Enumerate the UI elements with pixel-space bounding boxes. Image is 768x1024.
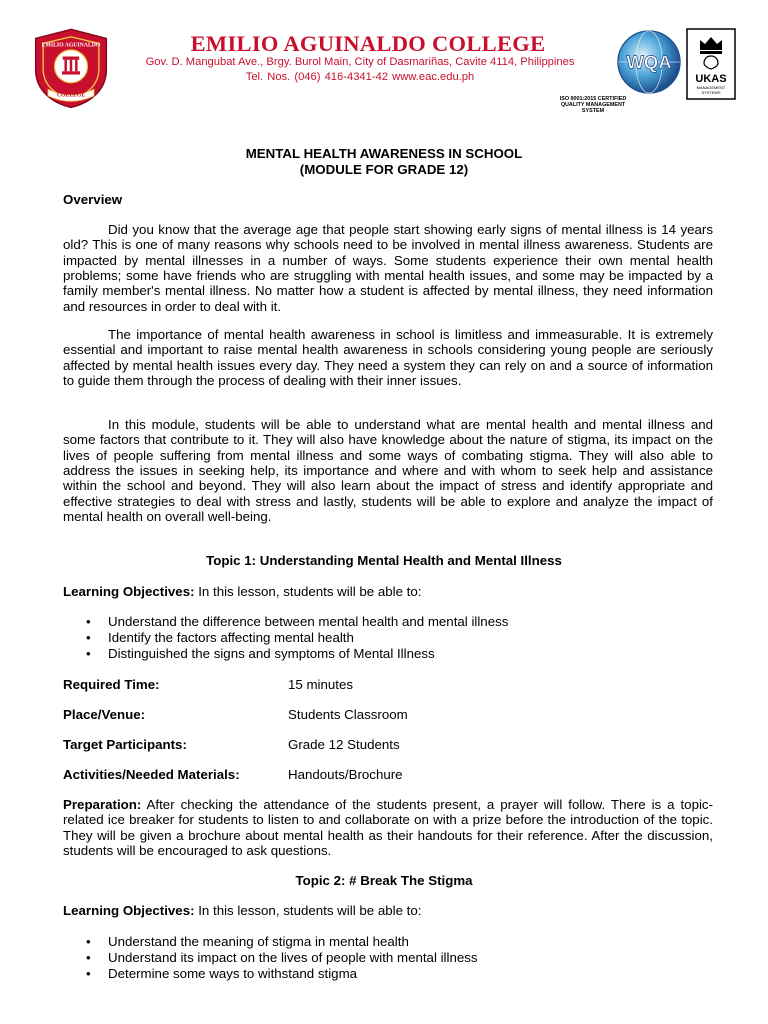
ukas-certification-logo bbox=[686, 28, 736, 100]
required-time-value: 15 minutes bbox=[288, 677, 354, 692]
document-title: MENTAL HEALTH AWARENESS IN SCHOOL bbox=[245, 146, 523, 161]
preparation-paragraph bbox=[63, 797, 713, 858]
overview-paragraph-3 bbox=[63, 417, 713, 524]
materials-value: Handouts/Brochure bbox=[288, 767, 403, 782]
iso-line: QUALITY MANAGEMENT bbox=[560, 102, 626, 108]
svg-text:SYSTEMS: SYSTEMS bbox=[701, 90, 721, 95]
svg-text:UKAS: UKAS bbox=[695, 73, 727, 85]
overview-paragraph-1 bbox=[63, 222, 713, 314]
objectives-intro: In this lesson, students will be able to: bbox=[194, 584, 422, 599]
list-item: • Understand the meaning of stigma in mental health bbox=[86, 934, 478, 950]
topic2-heading: Topic 2: # Break The Stigma bbox=[295, 873, 473, 888]
paragraph-text: The importance of mental health awareness in school is limitless and immeasurable. It is extremely essential and important to raise mental health awareness in schools considering young people are seriously affected by mental health issues every day. They need a system they can rely on and a source of information to guide them through the process of dealing with their inner issues. bbox=[63, 327, 713, 389]
wqa-certification-logo bbox=[616, 29, 682, 95]
topic2-objectives-line bbox=[63, 903, 421, 919]
overview-paragraph-2 bbox=[63, 327, 713, 388]
participants-value: Grade 12 Students bbox=[288, 737, 400, 752]
list-item: • Determine some ways to withstand stigma bbox=[86, 966, 478, 982]
participants-label: Target Participants: bbox=[63, 737, 187, 752]
topic2-objectives-list bbox=[86, 934, 478, 982]
objectives-label: Learning Objectives: bbox=[63, 903, 195, 918]
topic1-objectives-line bbox=[63, 584, 421, 600]
svg-text:WQA: WQA bbox=[626, 51, 672, 73]
list-item: • Understand its impact on the lives of people with mental illness bbox=[86, 950, 478, 966]
venue-label: Place/Venue: bbox=[63, 707, 146, 722]
preparation-text: After checking the attendance of the students present, a prayer will follow. There is a topic-related ice breaker for students to listen to and collaborate on with a prize before the introduction of the topic. They will be given a brochure about mental health as their handouts for their reference. After the discussion, students will be encouraged to ask questions. bbox=[63, 797, 713, 859]
paragraph-text: Did you know that the average age that people start showing early signs of mental illness is 14 years old? This is one of many reasons why schools need to be involved in mental illness awareness. Students are impacted by mental illnesses in a number of ways. Some students experience their own mental health problems; some have friends who are struggling with mental health issues, and some may be impacted by a family member's mental illness. No matter how a student is affected by mental illness, they need information and resources in order to deal with it. bbox=[63, 222, 713, 314]
paragraph-text bbox=[63, 797, 713, 858]
list-item: • Identify the factors affecting mental health bbox=[86, 630, 508, 646]
list-item: • Distinguished the signs and symptoms of Mental Illness bbox=[86, 646, 508, 662]
required-time-label: Required Time: bbox=[63, 677, 160, 692]
college-contact: Tel. Nos. (046) 416-4341-42 www.eac.edu.ph bbox=[245, 71, 475, 83]
topic1-heading: Topic 1: Understanding Mental Health and Mental Illness bbox=[206, 553, 562, 568]
paragraph-text: In this module, students will be able to understand what are mental health and mental illness and some factors that contribute to it. They will also have knowledge about the nature of stigma, its impact on the lives of people suffering from mental illness and some ways of combating stigma. They will also able to address the issues in seeking help, its importance and where and with whom to seek help and assistance within the school and beyond. They will also learn about the impact of stress and identify appropriate and effective strategies to deal with stress and lastly, students will be able to explore and analyze the impact of mental health on overall well-being. bbox=[63, 417, 713, 525]
objectives-label: Learning Objectives: bbox=[63, 584, 195, 599]
topic1-objectives-list bbox=[86, 614, 508, 662]
svg-text:COLLEGE: COLLEGE bbox=[56, 92, 86, 99]
venue-value: Students Classroom bbox=[288, 707, 408, 722]
list-item: • Understand the difference between mental health and mental illness bbox=[86, 614, 508, 630]
svg-text:EMILIO AGUINALDO: EMILIO AGUINALDO bbox=[41, 42, 101, 49]
document-subtitle: (MODULE FOR GRADE 12) bbox=[299, 162, 469, 177]
college-seal-logo bbox=[30, 27, 112, 109]
iso-line: SYSTEM bbox=[581, 108, 605, 114]
objectives-intro: In this lesson, students will be able to: bbox=[194, 903, 422, 918]
preparation-label: Preparation: bbox=[63, 797, 142, 812]
iso-line: ISO 9001:2015 CERTIFIED bbox=[559, 96, 627, 102]
college-name: EMILIO AGUINALDO COLLEGE bbox=[190, 31, 546, 56]
college-address: Gov. D. Mangubat Ave., Brgy. Burol Main, City of Dasmariñas, Cavite 4114, Philippines bbox=[145, 56, 575, 68]
svg-text:MANAGEMENT: MANAGEMENT bbox=[696, 85, 726, 90]
iso-certification-note bbox=[536, 96, 650, 114]
overview-heading: Overview bbox=[63, 192, 123, 207]
materials-label: Activities/Needed Materials: bbox=[63, 767, 240, 782]
